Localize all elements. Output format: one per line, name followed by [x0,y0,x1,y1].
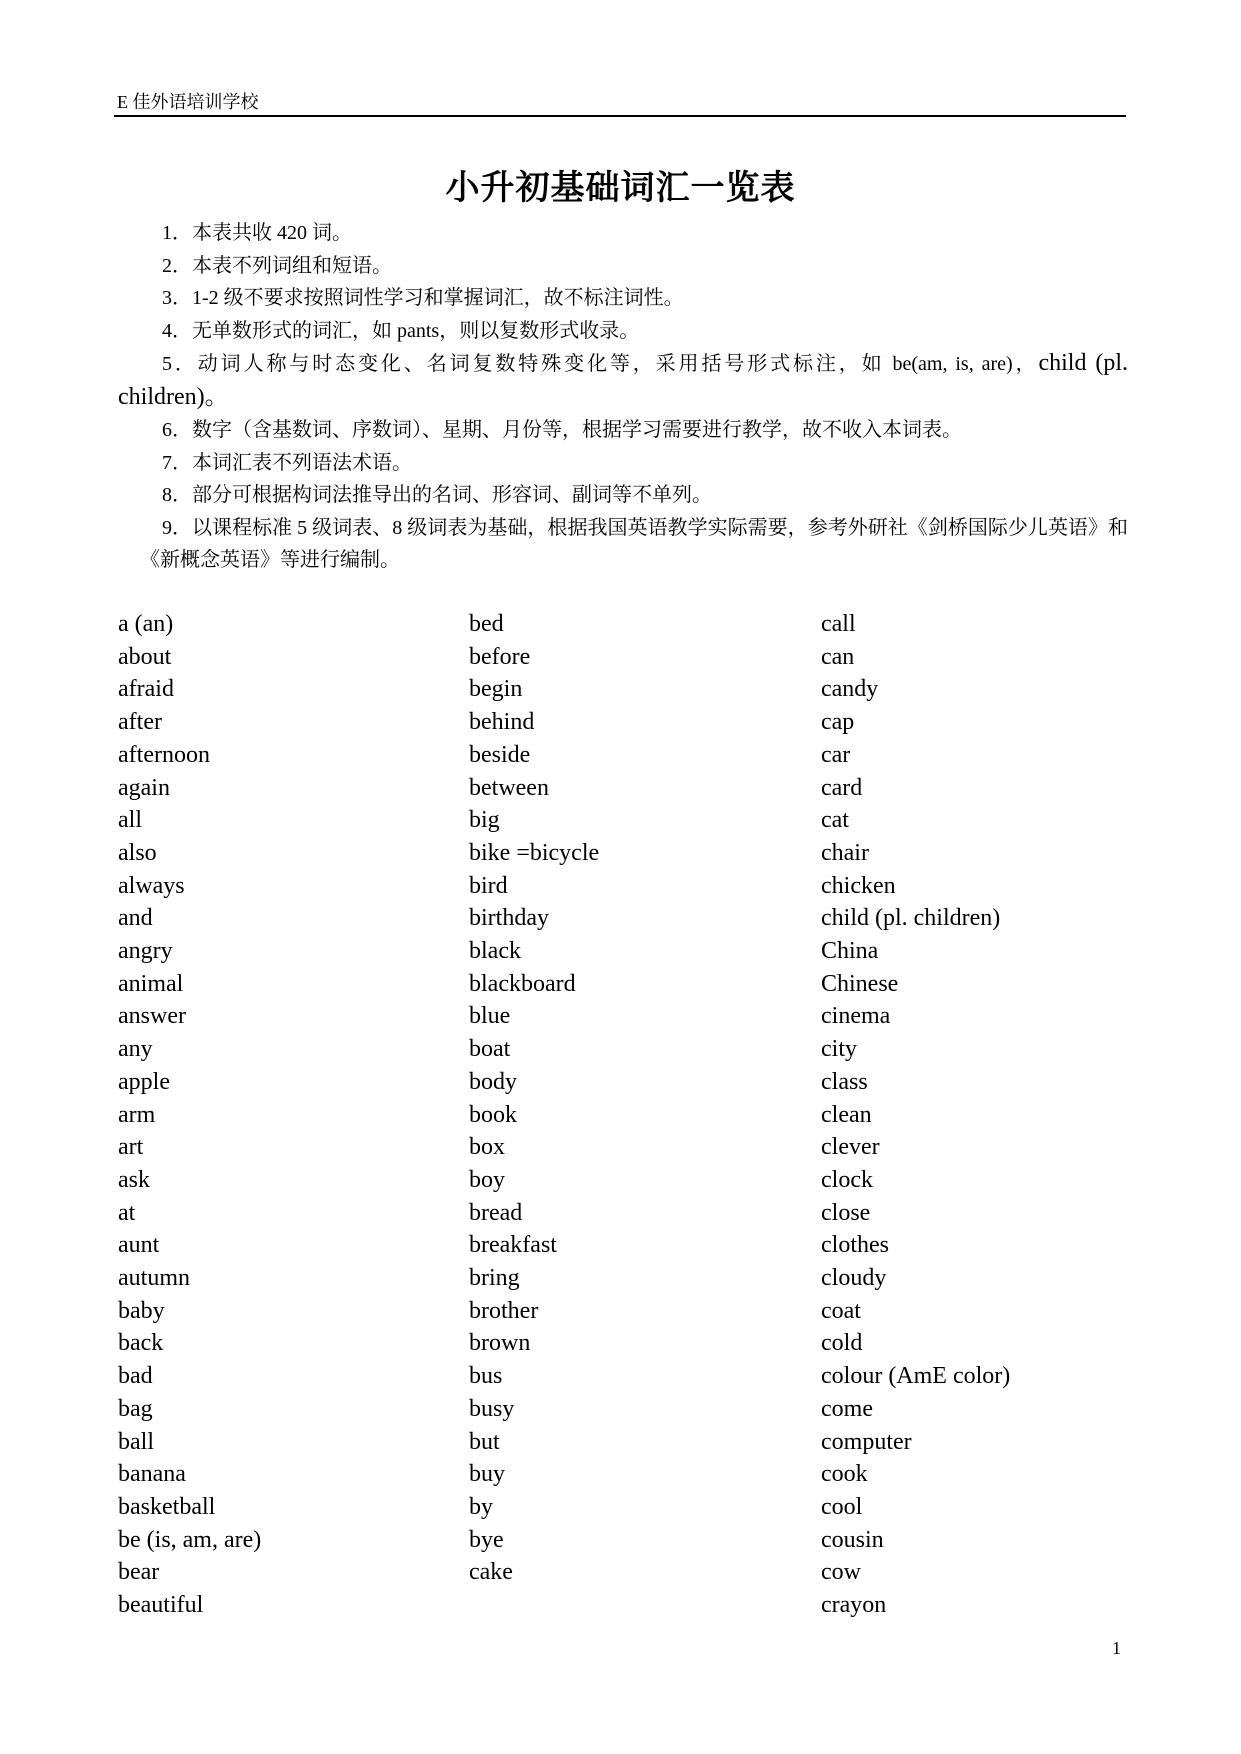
vocab-word: afraid [118,676,174,703]
vocab-word: after [118,709,162,736]
vocab-word: coat [821,1297,861,1324]
vocab-word: crayon [821,1592,887,1619]
vocab-word: bird [469,872,508,899]
vocab-word: beautiful [118,1592,204,1619]
vocab-word: black [469,938,521,965]
vocab-word: come [821,1395,873,1422]
vocab-word: basketball [118,1493,216,1520]
vocab-word: city [821,1036,857,1063]
vocab-word: all [118,807,142,834]
vocab-word: blackboard [469,970,576,997]
notes-list [118,217,1128,577]
vocab-word: chair [821,839,869,866]
vocab-word: and [118,905,153,932]
note-5-main: 5．动词人称与时态变化、名词复数特殊变化等，采用括号形式标注，如 be(am, is, are)， [162,353,1039,375]
vocab-word: Chinese [821,970,899,997]
vocab-word: animal [118,970,184,997]
vocab-word: baby [118,1297,165,1324]
vocab-word: call [821,611,856,637]
vocab-word: computer [821,1428,912,1455]
vocab-word: bad [118,1363,153,1390]
vocab-word: birthday [469,905,549,932]
vocab-word: close [821,1199,871,1226]
vocab-word: autumn [118,1265,190,1292]
vocab-word: card [821,774,863,801]
vocab-word: but [469,1428,500,1455]
note-5 [118,347,1128,414]
note-5-tail: child (pl. children)。 [118,350,1128,410]
vocab-word: bear [118,1559,160,1586]
vocab-word: afternoon [118,741,210,768]
vocab-word: child (pl. children) [821,905,1001,932]
note-9: 9．以课程标准 5 级词表、8 级词表为基础，根据我国英语教学实际需要，参考外研社《剑桥国际少儿英语》和《新概念英语》等进行编制。 [140,516,1128,571]
vocab-word: any [118,1036,153,1063]
header-rule [114,115,1126,117]
note-1: 1．本表共收 420 词。 [162,222,352,244]
vocab-word: also [118,839,157,866]
vocab-word: cake [469,1559,513,1586]
vocab-word: at [118,1199,136,1226]
vocab-word: breakfast [469,1232,557,1259]
vocab-word: art [118,1134,144,1161]
vocab-word: bus [469,1363,503,1390]
word-column-2 [469,608,599,1589]
vocab-word: big [469,807,500,834]
vocab-word: clean [821,1101,872,1128]
vocab-word: brother [469,1297,539,1324]
vocab-word: cool [821,1493,863,1520]
vocab-word: brown [469,1330,531,1357]
vocab-word: car [821,741,851,768]
header-school-name: E 佳外语培训学校 [117,92,259,112]
vocab-word: boat [469,1036,511,1063]
vocab-word: again [118,774,170,801]
vocab-word: can [821,643,855,670]
vocab-word: chicken [821,872,896,899]
note-8: 8．部分可根据构词法推导出的名词、形容词、副词等不单列。 [162,484,712,506]
vocab-word: cat [821,807,849,834]
vocab-word: clever [821,1134,880,1161]
note-7: 7．本词汇表不列语法术语。 [162,451,412,474]
vocab-word: back [118,1330,164,1357]
vocab-word: before [469,643,531,670]
page-number: 1 [1112,1638,1121,1658]
vocab-word: bring [469,1265,520,1292]
vocab-word: China [821,938,879,965]
vocab-word: ball [118,1428,154,1455]
vocab-word: angry [118,938,173,965]
vocab-word: bread [469,1199,523,1226]
vocab-word: buy [469,1461,505,1488]
vocab-word: banana [118,1461,186,1488]
note-3: 3．1-2 级不要求按照词性学习和掌握词汇，故不标注词性。 [162,287,684,309]
note-2: 2．本表不列词组和短语。 [162,254,392,277]
vocab-word: clock [821,1166,873,1193]
vocab-word: behind [469,709,535,736]
vocab-word: a (an) [118,611,174,637]
vocab-word: be (is, am, are) [118,1526,262,1553]
vocab-word: colour (AmE color) [821,1363,1011,1390]
word-column-3 [821,608,1010,1622]
vocab-word: begin [469,676,523,703]
vocab-word: cousin [821,1526,884,1553]
vocab-word: bike =bicycle [469,839,600,866]
vocab-word: bag [118,1395,153,1422]
vocab-word: cold [821,1330,863,1357]
vocab-word: ask [118,1166,150,1193]
vocab-word: about [118,643,172,670]
word-column-1 [118,608,261,1622]
vocab-word: box [469,1134,505,1161]
vocab-word: cinema [821,1003,891,1030]
note-6: 6．数字（含基数词、序数词）、星期、月份等，根据学习需要进行教学，故不收入本词表。 [162,419,962,441]
vocab-word: clothes [821,1232,889,1259]
vocab-word: always [118,872,185,899]
vocab-word: beside [469,741,531,768]
vocab-word: busy [469,1395,515,1422]
vocab-word: cook [821,1461,868,1488]
vocab-word: apple [118,1068,170,1095]
vocab-word: cap [821,709,855,736]
vocab-word: arm [118,1101,156,1128]
vocab-word: class [821,1068,868,1095]
vocab-word: cloudy [821,1265,887,1292]
vocab-word: cow [821,1559,861,1586]
vocab-word: bye [469,1526,504,1553]
vocab-word: aunt [118,1232,160,1259]
vocab-word: answer [118,1003,186,1030]
vocab-word: boy [469,1166,505,1193]
vocab-word: candy [821,676,879,703]
vocab-word: blue [469,1003,511,1030]
vocab-word: by [469,1493,493,1520]
vocab-word: between [469,774,549,801]
vocab-word: book [469,1101,517,1128]
page-title: 小升初基础词汇一览表 [445,170,796,207]
vocab-word: bed [469,611,504,637]
vocab-word: body [469,1068,517,1095]
note-4: 4．无单数形式的词汇，如 pants，则以复数形式收录。 [162,319,640,342]
